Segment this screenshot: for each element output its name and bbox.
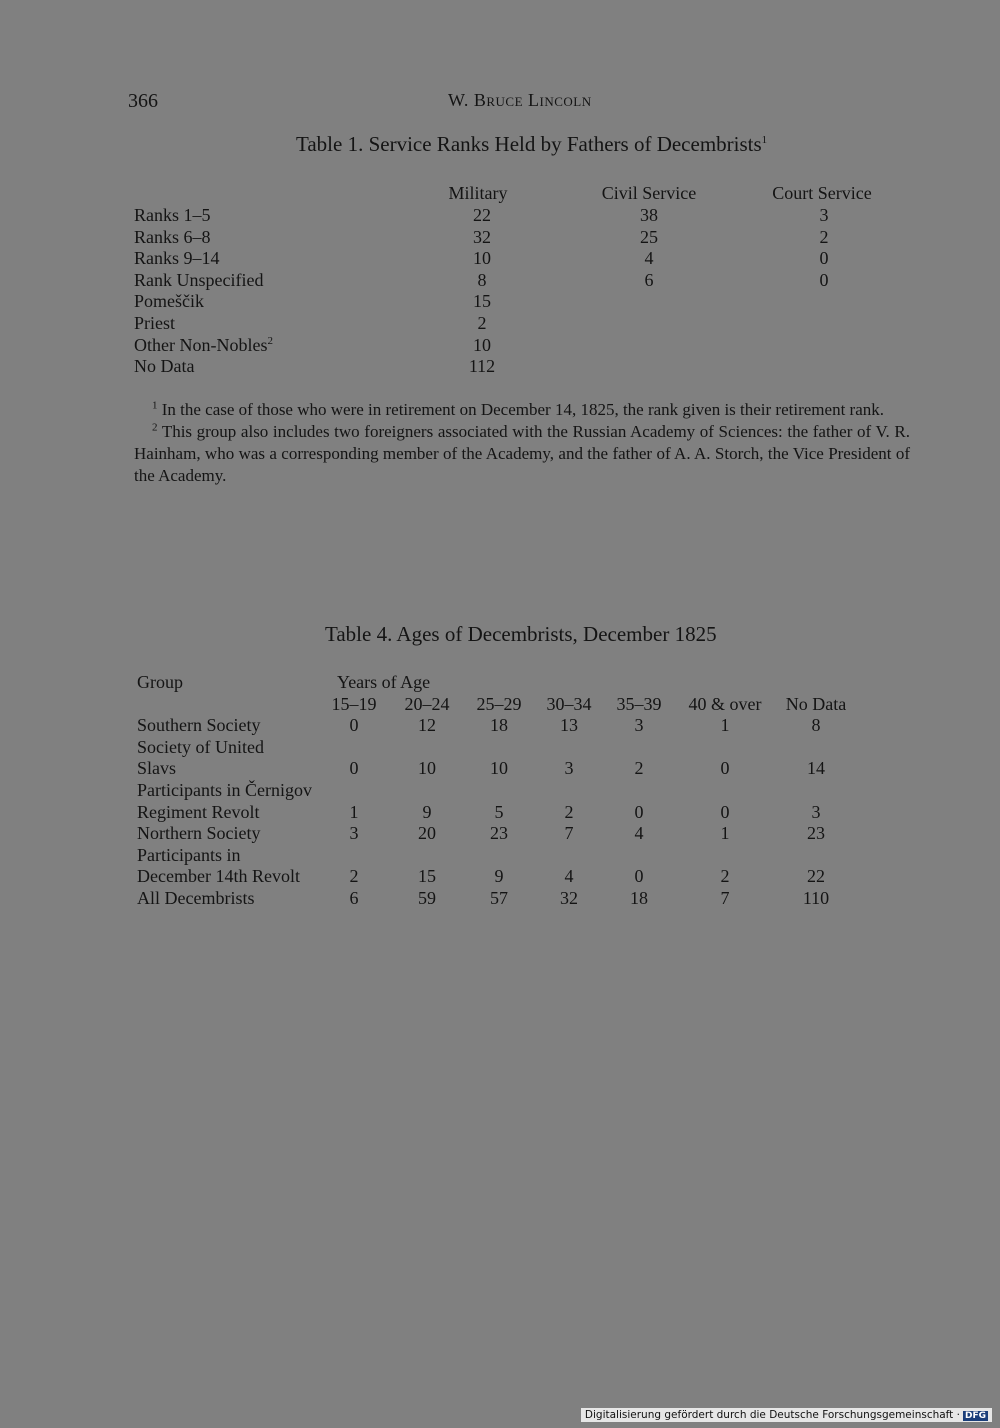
table4-row-label: Regiment Revolt [137,801,260,822]
table4-row [137,715,867,737]
footnote [134,421,910,487]
table1-column-header: Court Service [772,183,872,203]
table4-row [137,780,867,802]
table4-cell: 59 [418,887,436,908]
table4-row-label: Slavs [137,758,177,779]
footnote-mark: 2 [152,421,158,434]
table1-row [134,313,894,335]
table4-cell: 4 [564,866,574,887]
table1-cell-civil: 4 [644,248,654,269]
table1-row-label-text: Pomeščik [134,291,204,312]
table4-cell: 0 [720,801,730,822]
table4-cell: 22 [807,866,825,887]
table4 [137,672,867,910]
table4-cell: 23 [490,823,508,844]
table4-row [137,758,867,780]
table4-cell: 18 [630,887,648,908]
table4-cell: 5 [494,801,504,822]
table1-cell-civil: 6 [644,269,654,290]
table4-cell: 1 [720,715,730,736]
table1-header-row [134,183,894,205]
table4-column-header: 35–39 [616,693,662,714]
table4-cell: 2 [349,866,359,887]
table4-column-header: 30–34 [546,693,592,714]
table1-row-label [134,227,211,248]
table4-cell: 9 [494,866,504,887]
table1-row [134,248,894,270]
table4-row [137,866,867,888]
table1-row [134,291,894,313]
table4-cell: 57 [490,887,508,908]
table4-column-header: 25–29 [476,693,522,714]
table4-cell: 3 [634,715,644,736]
table4-cell: 13 [560,715,578,736]
table1-row-label-text: Ranks 9–14 [134,248,220,269]
footnote-text: This group also includes two foreigners associated with the Russian Academy of Sciences: the father of V. R. Hainham, who was a corresponding member of the Academy, and the father of A. A. Storch, the Vice President of the Academy. [134,422,910,485]
table1-cell-court: 3 [819,205,829,225]
table1-column-header: Civil Service [601,183,697,203]
footnote-mark: 1 [152,399,158,412]
table4-cell: 2 [564,801,574,822]
table4-row [137,802,867,824]
table1-row-label-text: Ranks 6–8 [134,226,211,247]
table1-column-header: Military [448,183,508,203]
table4-row-label: Participants in [137,844,241,865]
table4-cell: 10 [418,758,436,779]
table1-row-label-text: Ranks 1–5 [134,205,211,225]
table1-row-label [134,248,220,269]
table1-cell-military: 32 [473,226,491,247]
table4-cell: 15 [418,866,436,887]
table1-row-label [134,356,194,377]
table4-cell: 23 [807,823,825,844]
footnotes [134,399,910,487]
table4-row-label: Society of United [137,736,264,757]
table1-cell-civil: 38 [640,205,658,225]
table1-cell-military: 10 [473,334,491,355]
table1-row-label-text: Rank Unspecified [134,269,264,290]
table1-cell-military: 22 [473,205,491,225]
table4-row-label: All Decembrists [137,887,255,908]
table1-row-label [134,291,204,312]
footnote [134,399,910,421]
table1-row-label-text: Priest [134,312,176,333]
table1-row-label [134,313,175,334]
table4-group-header: Group [137,672,183,692]
dfg-logo: DFG [964,1411,986,1421]
table4-column-header: No Data [785,693,847,714]
table1-row-label-text: Other Non-Nobles [134,334,268,355]
table4-cell: 0 [349,715,359,736]
table4-cell: 0 [634,866,644,887]
table4-row-label: Northern Society [137,823,261,844]
table1-row [134,205,894,227]
table1-title-text: Table 1. Service Ranks Held by Fathers of Decembrists [296,132,762,156]
table4-header-row [137,672,867,694]
dfg-credit [581,1408,992,1422]
table4-cell: 12 [418,715,436,736]
table1-title [296,132,767,157]
table4-cell: 32 [560,887,578,908]
table4-title: Table 4. Ages of Decembrists, December 1825 [325,622,717,646]
table1-cell-military: 8 [477,269,487,290]
table4-cell: 110 [802,887,830,908]
table4-cell: 2 [720,866,730,887]
table4-cell: 8 [811,715,821,736]
table4-cell: 3 [564,758,574,779]
table4-row-label: Southern Society [137,715,261,736]
table1-cell-military: 10 [473,248,491,269]
table4-column-header: 40 & over [688,693,762,714]
table4-row [137,737,867,759]
table4-cell: 18 [490,715,508,736]
table1-row [134,335,894,357]
table4-cell: 10 [490,758,508,779]
table1-row [134,227,894,249]
table1-row [134,270,894,292]
table4-row [137,845,867,867]
table4-years-header: Years of Age [337,672,431,692]
table1 [134,183,894,378]
table4-cell: 0 [634,801,644,822]
table1-cell-court: 2 [819,226,829,247]
table4-cell: 3 [349,823,359,844]
footnote-text: In the case of those who were in retirement on December 14, 1825, the rank given is their retirement rank. [161,400,884,419]
table4-cell: 14 [807,758,825,779]
table1-row [134,356,894,378]
table4-cell: 1 [720,823,730,844]
table1-row-label [134,270,263,291]
table1-row-footnote-mark: 2 [267,334,273,347]
table4-row [137,888,867,910]
table1-cell-civil: 25 [640,226,658,247]
table4-column-header: 20–24 [404,693,450,714]
table1-title-footnote-mark: 1 [761,134,768,146]
credit-text: Digitalisierung gefördert durch die Deutsche Forschungsgemeinschaft · [584,1409,960,1421]
table1-row-label [134,205,211,226]
table1-cell-military: 2 [477,312,487,333]
table4-row [137,823,867,845]
table1-cell-military: 112 [468,356,496,377]
table1-row-label [134,335,273,356]
table4-row-label: Participants in Černigov [137,779,312,800]
table4-cell: 7 [564,823,574,844]
table1-cell-military: 15 [473,291,491,312]
table4-row-label: December 14th Revolt [137,866,300,887]
table4-cell: 0 [720,758,730,779]
running-head: W. Bruce Lincoln [448,90,592,110]
page-number: 366 [128,90,158,112]
table1-row-label-text: No Data [134,356,195,377]
table4-cell: 1 [349,801,359,822]
table4-cell: 20 [418,823,436,844]
table4-cell: 7 [720,887,730,908]
table4-column-header-row [137,694,867,716]
table4-column-header: 15–19 [331,693,377,714]
table1-cell-court: 0 [819,248,829,269]
table4-cell: 6 [349,887,359,908]
table4-cell: 3 [811,801,821,822]
table4-cell: 4 [634,823,644,844]
table4-cell: 9 [422,801,432,822]
table4-cell: 0 [349,758,359,779]
table4-cell: 2 [634,758,644,779]
table1-cell-court: 0 [819,269,829,290]
